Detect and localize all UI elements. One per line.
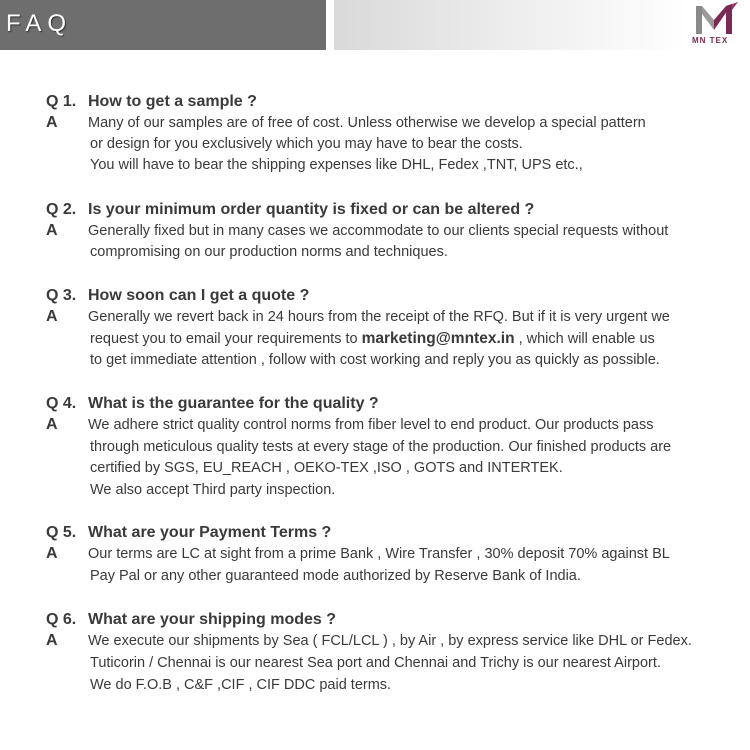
question-number: Q 2. <box>46 201 77 218</box>
answer-text: request you to email your requirements to <box>90 331 362 347</box>
answer-line: You will have to bear the shipping expenses like DHL, Fedex ,TNT, UPS etc., <box>90 157 583 173</box>
answer-mark: A <box>46 114 58 131</box>
faq-question-4 <box>46 395 379 413</box>
answer-line: through meticulous quality tests at every stage of the production. Our finished products are <box>90 439 672 455</box>
question-number: Q 6. <box>46 611 77 628</box>
answer-line: or design for you exclusively which you may have to bear the costs. <box>90 136 523 152</box>
answer-line: We also accept Third party inspection. <box>90 482 336 498</box>
faq-question-6 <box>46 611 336 629</box>
question-text: Is your minimum order quantity is fixed or can be altered ? <box>88 201 535 218</box>
answer-line: Tuticorin / Chennai is our nearest Sea port and Chennai and Trichy is our nearest Airport. <box>90 655 661 671</box>
answer-line: to get immediate attention , follow with cost working and reply you as quickly as possible. <box>90 352 660 368</box>
answer-mark: A <box>46 416 58 433</box>
question-number: Q 4. <box>46 395 77 412</box>
answer-line: certified by SGS, EU_REACH , OEKO-TEX ,ISO , GOTS and INTERTEK. <box>90 460 563 476</box>
answer-mark: A <box>46 545 58 562</box>
faq-question-2 <box>46 201 534 219</box>
question-number: Q 1. <box>46 93 77 110</box>
question-text: What are your Payment Terms ? <box>88 524 332 541</box>
answer-line: We do F.O.B , C&F ,CIF , CIF DDC paid terms. <box>90 677 392 693</box>
answer-line <box>90 330 655 348</box>
page-title: FAQ <box>6 10 73 37</box>
question-number: Q 5. <box>46 524 77 541</box>
answer-line: Many of our samples are of free of cost. Unless otherwise we develop a special pattern <box>88 115 646 131</box>
answer-line: We adhere strict quality control norms from fiber level to end product. Our products pass <box>88 417 654 433</box>
answer-line: compromising on our production norms and techniques. <box>90 244 448 260</box>
faq-question-1 <box>46 93 257 111</box>
answer-line: Pay Pal or any other guaranteed mode authorized by Reserve Bank of India. <box>90 568 581 584</box>
answer-mark: A <box>46 222 58 239</box>
answer-text: , which will enable us <box>514 331 655 347</box>
answer-line: Generally fixed but in many cases we accommodate to our clients special requests without <box>88 223 669 239</box>
faq-question-3 <box>46 287 309 305</box>
question-number: Q 3. <box>46 287 77 304</box>
answer-line: Our terms are LC at sight from a prime Bank , Wire Transfer , 30% deposit 70% against BL <box>88 546 670 562</box>
question-text: How soon can I get a quote ? <box>88 287 310 304</box>
logo-text: MN TEX <box>692 36 729 45</box>
answer-mark: A <box>46 308 58 325</box>
question-text: What are your shipping modes ? <box>88 611 337 628</box>
answer-line: Generally we revert back in 24 hours from the receipt of the RFQ. But if it is very urgent we <box>88 309 670 325</box>
question-text: How to get a sample ? <box>88 93 257 110</box>
email-link[interactable]: marketing@mntex.in <box>361 330 515 347</box>
answer-mark: A <box>46 632 58 649</box>
answer-line: We execute our shipments by Sea ( FCL/LCL ) , by Air , by express service like DHL or Fedex. <box>88 633 692 649</box>
faq-question-5 <box>46 524 331 542</box>
question-text: What is the guarantee for the quality ? <box>88 395 379 412</box>
